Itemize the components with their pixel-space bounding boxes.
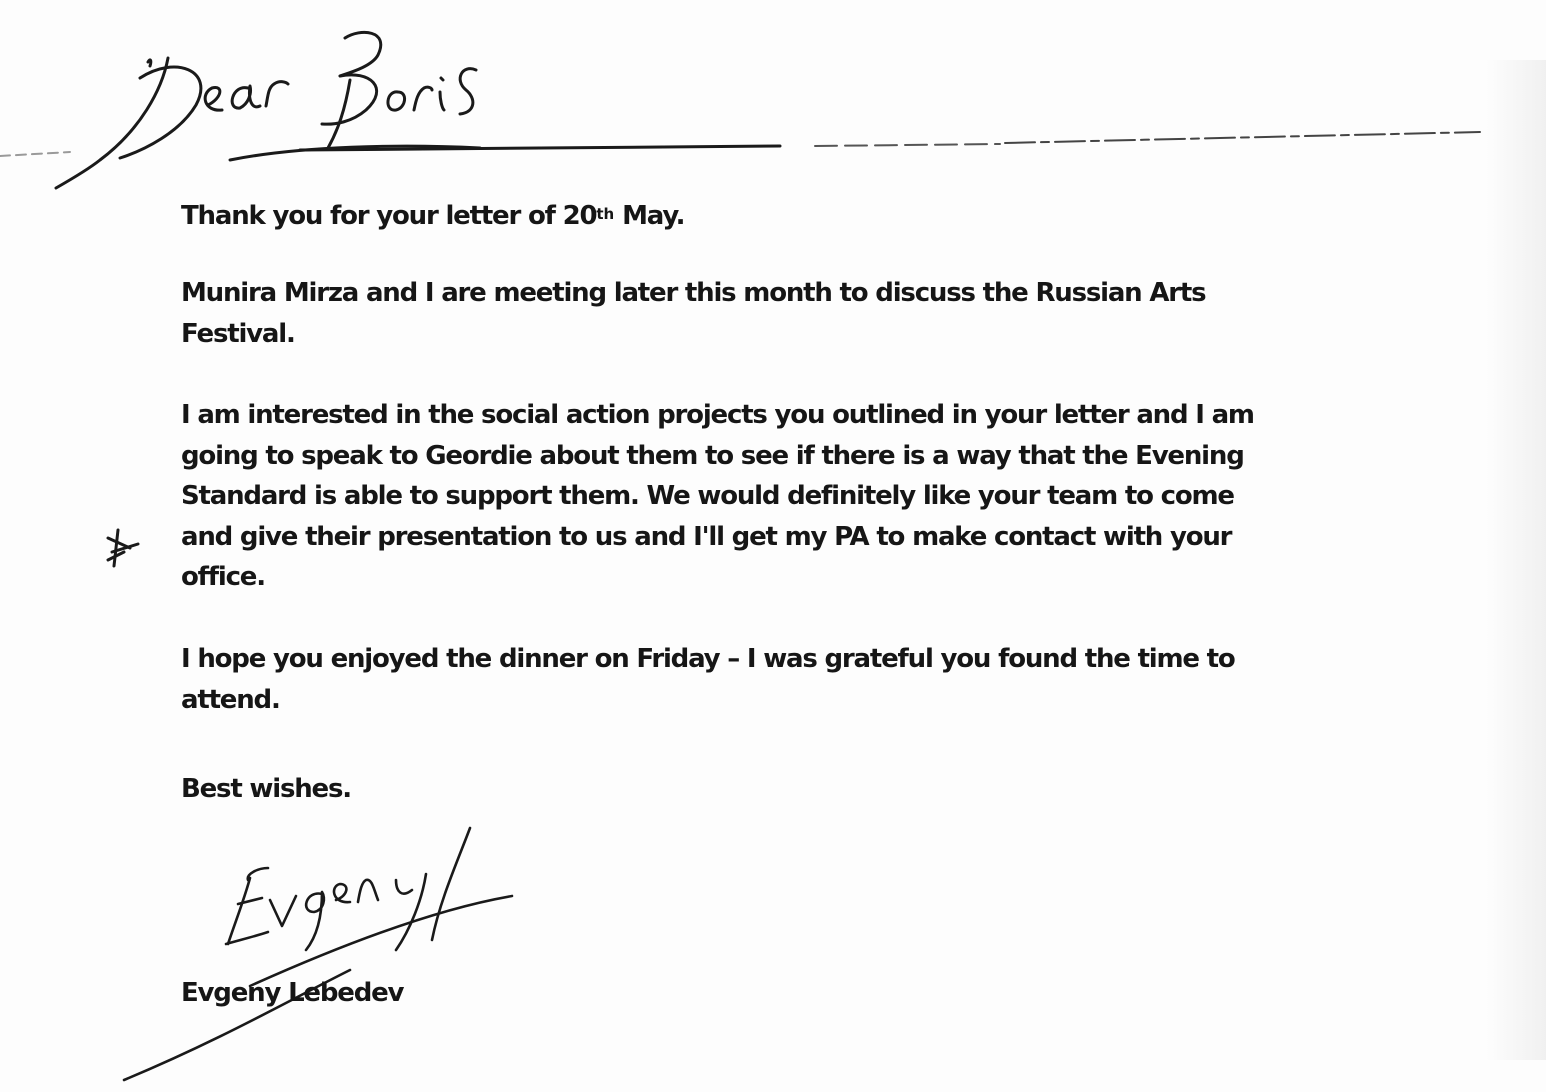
paragraph-line: I am interested in the social action projects you outlined in your letter and I am	[181, 400, 1254, 430]
paragraph-line: I hope you enjoyed the dinner on Friday – I was grateful you found the time to	[181, 644, 1235, 674]
date-ordinal-suffix: th	[596, 205, 615, 223]
thanks-paragraph	[181, 196, 684, 237]
paragraph-line: Standard is able to support them. We would definitely like your team to come	[181, 481, 1234, 511]
munira-paragraph	[181, 273, 1205, 354]
social-action-paragraph	[181, 395, 1254, 598]
paragraph-line: Festival.	[181, 318, 295, 349]
signature-handwriting	[124, 828, 512, 1080]
salutation-rule-line	[0, 132, 1480, 156]
paragraph-line: office.	[181, 562, 265, 592]
closing-line: Best wishes.	[181, 774, 351, 804]
dinner-paragraph	[181, 639, 1235, 720]
margin-mark	[108, 530, 138, 566]
paragraph-line: Munira Mirza and I are meeting later this month to discuss the Russian Arts	[181, 278, 1206, 308]
sender-name: Evgeny Lebedev	[181, 978, 404, 1008]
paragraph-line: and give their presentation to us and I'll get my PA to make contact with your	[181, 521, 1232, 552]
thanks-text: Thank you for your letter of 20	[181, 201, 597, 231]
paragraph-line: attend.	[181, 684, 280, 715]
salutation-handwriting	[56, 32, 480, 188]
thanks-text-end: May.	[614, 201, 685, 231]
paragraph-line: going to speak to Geordie about them to see if there is a way that the Evening	[181, 440, 1244, 471]
